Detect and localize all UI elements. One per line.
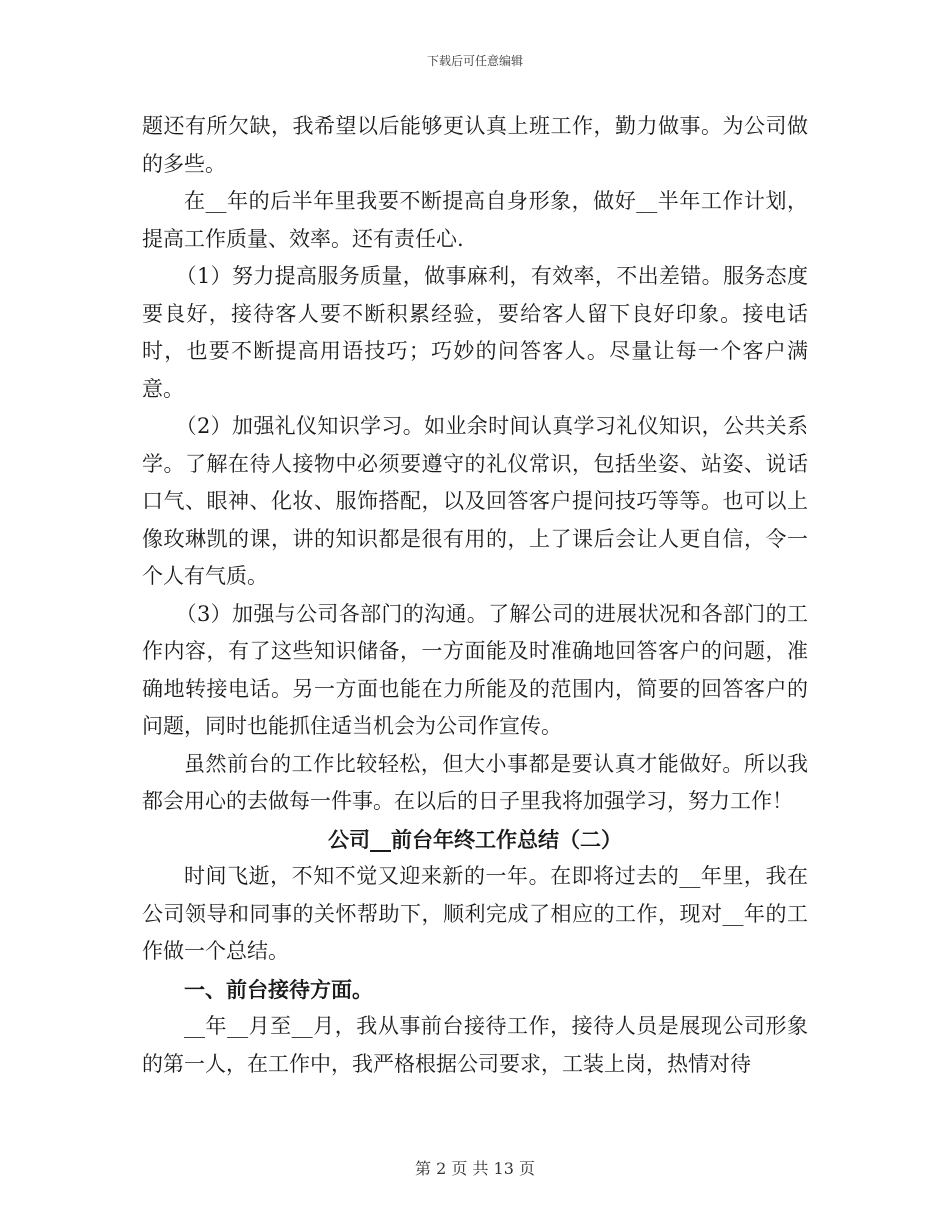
- page-footer: 第 2 页 共 13 页: [415, 1159, 535, 1178]
- paragraph-item-3: （3）加强与公司各部门的沟通。了解公司的进展状况和各部门的工作内容，有了这些知识储备，一方面能及时准确地回答客户的问题，准确地转接电话。另一方面也能在力所能及的范围内，简要的回答客户的问题，同时也能抓住适当机会为公司作宣传。: [142, 601, 808, 738]
- paragraph-item-1: （1）努力提高服务质量，做事麻利，有效率，不出差错。服务态度要良好，接待客人要不断积累经验，要给客人留下良好印象。接电话时，也要不断提高用语技巧；巧妙的问答客人。尽量让每一个客户满意。: [142, 264, 808, 401]
- paragraph-intro: 时间飞逝，不知不觉又迎来新的一年。在即将过去的__年里，我在公司领导和同事的关怀帮助下，顺利完成了相应的工作，现对__年的工作做一个总结。: [142, 864, 808, 963]
- paragraph-conclusion: 虽然前台的工作比较轻松，但大小事都是要认真才能做好。所以我都会用心的去做每一件事。在以后的日子里我将加强学习，努力工作！: [142, 751, 808, 813]
- section-title: 公司__前台年终工作总结（二）: [328, 826, 622, 852]
- document-body: [142, 108, 808, 1083]
- subheading-reception: 一、前台接待方面。: [184, 976, 373, 1002]
- paragraph-item-2: （2）加强礼仪知识学习。如业余时间认真学习礼仪知识，公共关系学。了解在待人接物中必须要遵守的礼仪常识，包括坐姿、站姿、说话口气、眼神、化妆、服饰搭配，以及回答客户提问技巧等等。也可以上像玫琳凯的课，讲的知识都是很有用的，上了课后会让人更自信，令一个人有气质。: [142, 414, 808, 588]
- page-header: 下载后可任意编辑: [426, 54, 523, 68]
- paragraph-reception: __年__月至__月，我从事前台接待工作，接待人员是展现公司形象的第一人，在工作中，我严格根据公司要求，工装上岗，热情对待: [142, 1014, 808, 1076]
- paragraph-plan: 在__年的后半年里我要不断提高自身形象，做好__半年工作计划，提高工作质量、效率。还有责任心.: [142, 189, 808, 251]
- paragraph-continuation: 题还有所欠缺，我希望以后能够更认真上班工作，勤力做事。为公司做的多些。: [142, 114, 808, 176]
